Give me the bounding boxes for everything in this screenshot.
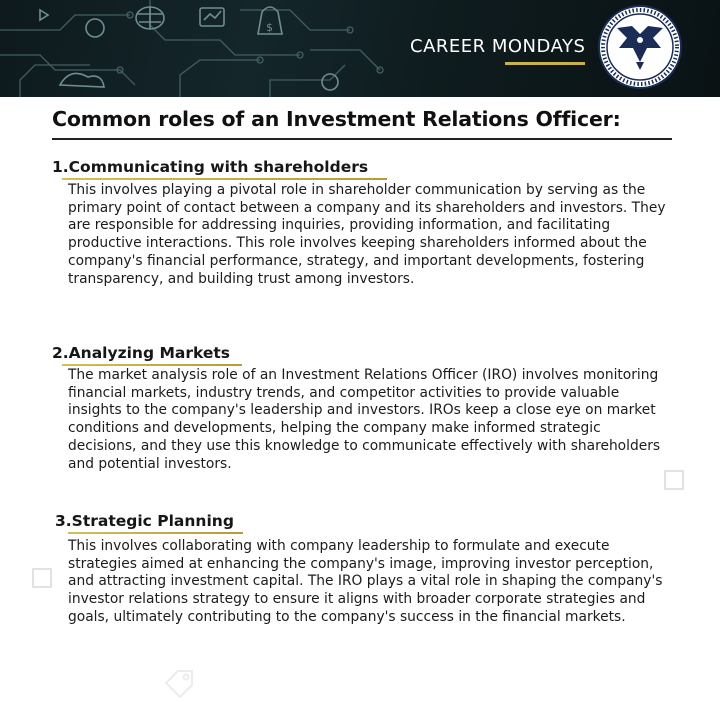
section-heading-underline <box>68 532 243 534</box>
section-heading-analyzing: 2.Analyzing Markets <box>52 344 231 362</box>
decorative-square-icon <box>664 470 684 490</box>
section-heading-underline <box>62 178 387 180</box>
section-heading-underline <box>62 364 242 366</box>
page-title: Common roles of an Investment Relations Officer: <box>52 107 621 131</box>
section-body-strategic: This involves collaborating with company leadership to formulate and execute strategies aimed at enhancing the company's image, improving investor perception, and attracting investment capital. The IRO plays a vital role in shaping the company's investor relations strategy to ensure it aligns with broader corporate strategies and goals, ultimately contributing to the company's success in the financial markets. <box>68 538 663 625</box>
brand-underline <box>505 62 585 65</box>
eagle-seal-icon <box>597 4 683 90</box>
header-banner <box>0 0 720 97</box>
section-body-communicating: This involves playing a pivotal role in shareholder communication by serving as the primary point of contact between a company and its shareholders and investors. They are responsible for addressing inquiries, providing information, and facilitating productive interactions. This role involves keeping shareholders informed about the company's financial performance, strategy, and important developments, fostering transparency, and building trust among investors. <box>68 182 666 287</box>
decorative-square-icon <box>32 568 52 588</box>
section-heading-strategic: 3.Strategic Planning <box>55 512 234 530</box>
section-body-analyzing: The market analysis role of an Investment Relations Officer (IRO) involves monitoring financial markets, industry trends, and competitor activities to provide valuable insights to the company's leadership and investors. IROs keep a close eye on market conditions and developments, helping the company make informed strategic decisions, and they use this knowledge to communicate effectively with shareholders and potential investors. <box>68 367 661 472</box>
section-heading-communicating: 1.Communicating with shareholders <box>52 158 369 176</box>
decorative-tag-icon <box>160 665 200 705</box>
title-underline <box>52 138 672 140</box>
brand-title: CAREER MONDAYS <box>410 36 586 57</box>
svg-text:$: $ <box>266 21 273 34</box>
